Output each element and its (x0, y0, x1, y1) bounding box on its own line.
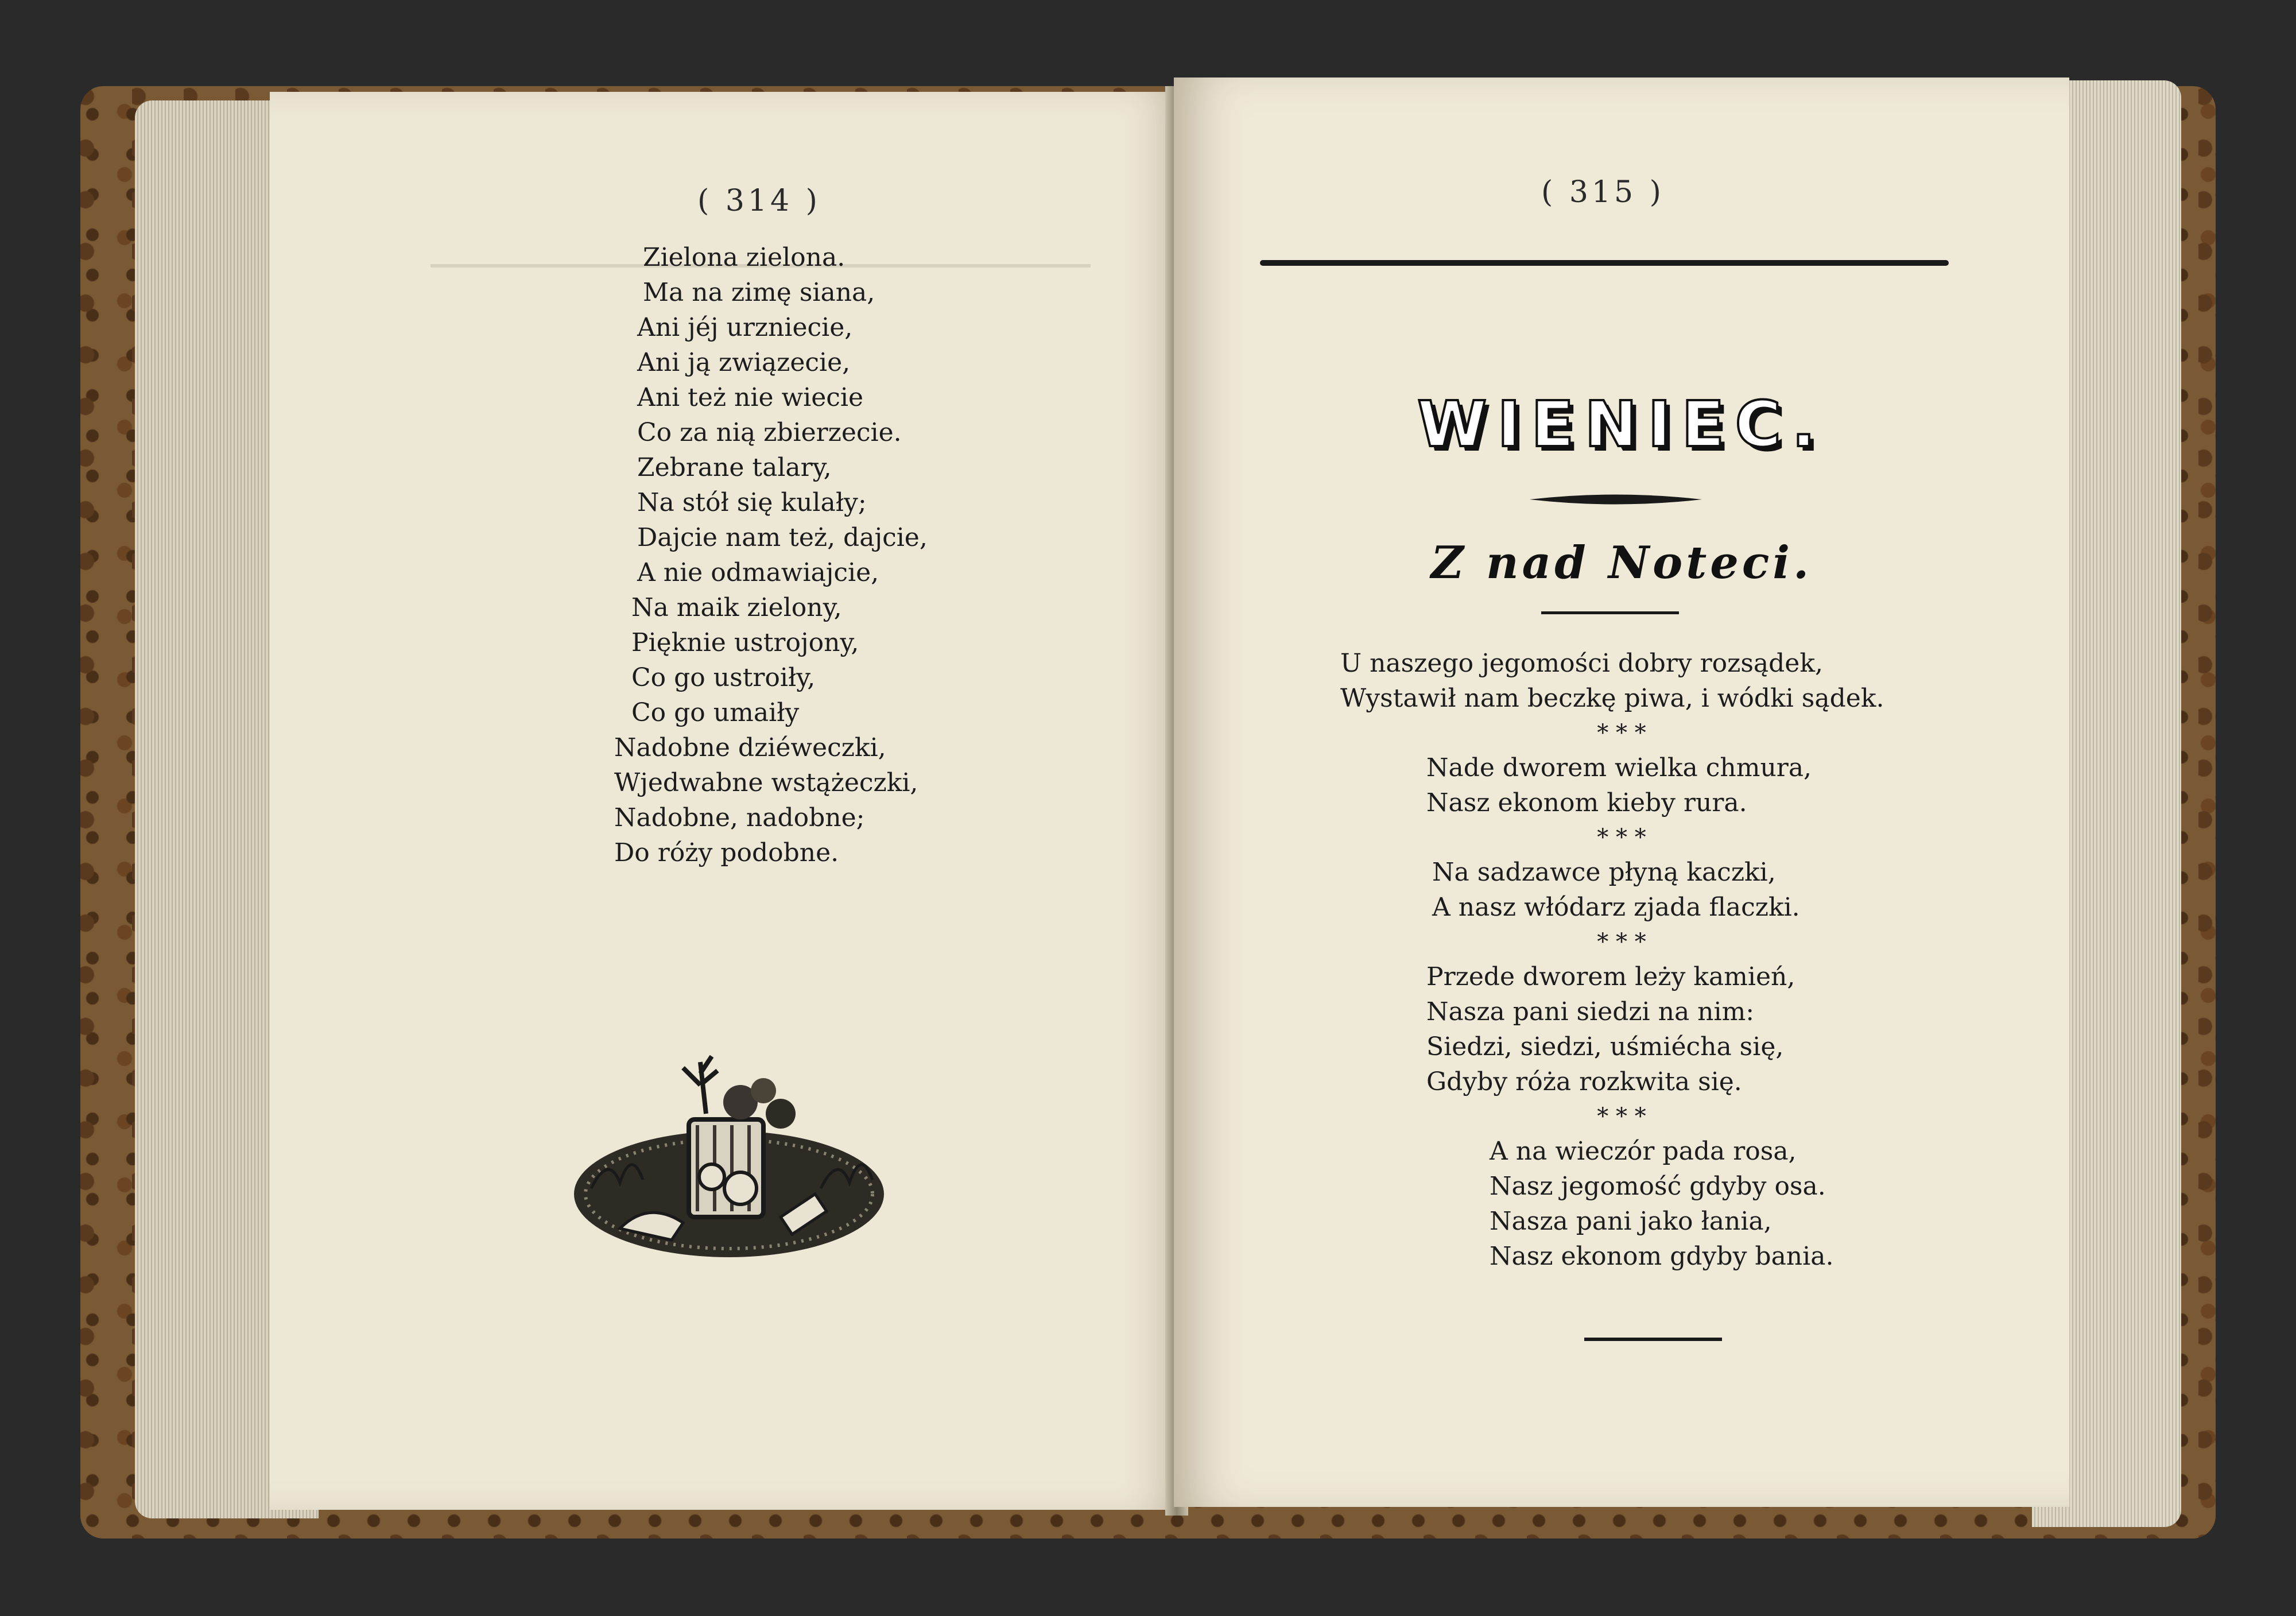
verse-line: Co za nią zbierzecie. (637, 418, 902, 447)
verse-line: U naszego jegomości dobry rozsądek, (1340, 649, 1823, 678)
verse-line: Ma na zimę siana, (643, 278, 875, 307)
verse-line: Ani jéj urzniecie, (637, 313, 853, 342)
page-number: ( 314 ) (697, 184, 821, 218)
verse-line: Zebrane talary, (637, 453, 832, 482)
stanza-separator: * * * (1597, 824, 1646, 851)
verse-line: A nie odmawiajcie, (637, 558, 879, 587)
verse-line: Nadobne, nadobne; (614, 803, 865, 832)
verse-line: Przede dworem leży kamień, (1426, 962, 1795, 991)
page-number: ( 315 ) (1541, 175, 1665, 210)
left-page (270, 92, 1182, 1510)
stanza (1174, 646, 2069, 716)
verse-line: Do róży podobne. (614, 838, 839, 867)
stanza (1174, 959, 2069, 1099)
verse-line: Nasz jegomość gdyby osa. (1490, 1172, 1826, 1201)
poem-title: WIENIEC. (1417, 387, 1826, 461)
verse-line: A na wieczór pada rosa, (1490, 1137, 1797, 1166)
subtitle-rule (1541, 611, 1679, 614)
verse-line: Nasza pani siedzi na nim: (1426, 997, 1755, 1026)
stanza-separator: * * * (1597, 929, 1646, 955)
end-rule (1584, 1338, 1722, 1341)
verse-line: Wystawił nam beczkę piwa, i wódki sądek. (1340, 684, 1884, 713)
title-block (1174, 387, 2069, 461)
verse-line: Zielona zielona. (643, 243, 846, 272)
verse-line: Co go umaiły (631, 698, 800, 727)
woodcut-vignette-icon (568, 1051, 890, 1269)
verse-line: Wjedwabne wstążeczki, (614, 768, 918, 797)
header-rule (1260, 260, 1949, 266)
verse-line: Pięknie ustrojony, (631, 628, 859, 657)
verse-line: Dajcie nam też, dajcie, (637, 523, 928, 552)
poem-verse (597, 240, 928, 870)
verse-line: Siedzi, siedzi, uśmiécha się, (1426, 1032, 1784, 1061)
verse-line: Nasz ekonom gdyby bania. (1490, 1242, 1834, 1271)
stanza (1174, 750, 2069, 820)
verse-line: Nade dworem wielka chmura, (1426, 753, 1812, 782)
right-page (1174, 77, 2069, 1507)
subtitle-block (1174, 537, 2069, 589)
verse-line: Co go ustroiły, (631, 663, 816, 692)
stanza (1174, 855, 2069, 925)
verse-line: A nasz włódarz zjada flaczki. (1432, 893, 1800, 922)
verse-line: Nasz ekonom kieby rura. (1426, 788, 1747, 817)
poem-stanzas (1174, 646, 2069, 1274)
verse-line: Na sadzawce płyną kaczki, (1432, 858, 1776, 887)
stanza (1174, 1134, 2069, 1274)
verse-line: Nasza pani jako łania, (1490, 1207, 1772, 1236)
poem-subtitle: Z nad Noteci. (1430, 537, 1813, 589)
stanza-separator: * * * (1597, 720, 1646, 746)
verse-line: Na maik zielony, (631, 593, 842, 622)
verse-line: Gdyby róża rozkwita się. (1426, 1067, 1742, 1096)
verse-line: Nadobne dziéweczki, (614, 733, 886, 762)
verse-line: Ani też nie wiecie (637, 383, 864, 412)
verse-line: Na stół się kulały; (637, 488, 867, 517)
verse-line: Ani ją związecie, (637, 348, 851, 377)
stanza-separator: * * * (1597, 1103, 1646, 1130)
ornament-rule-icon (1530, 491, 1702, 508)
